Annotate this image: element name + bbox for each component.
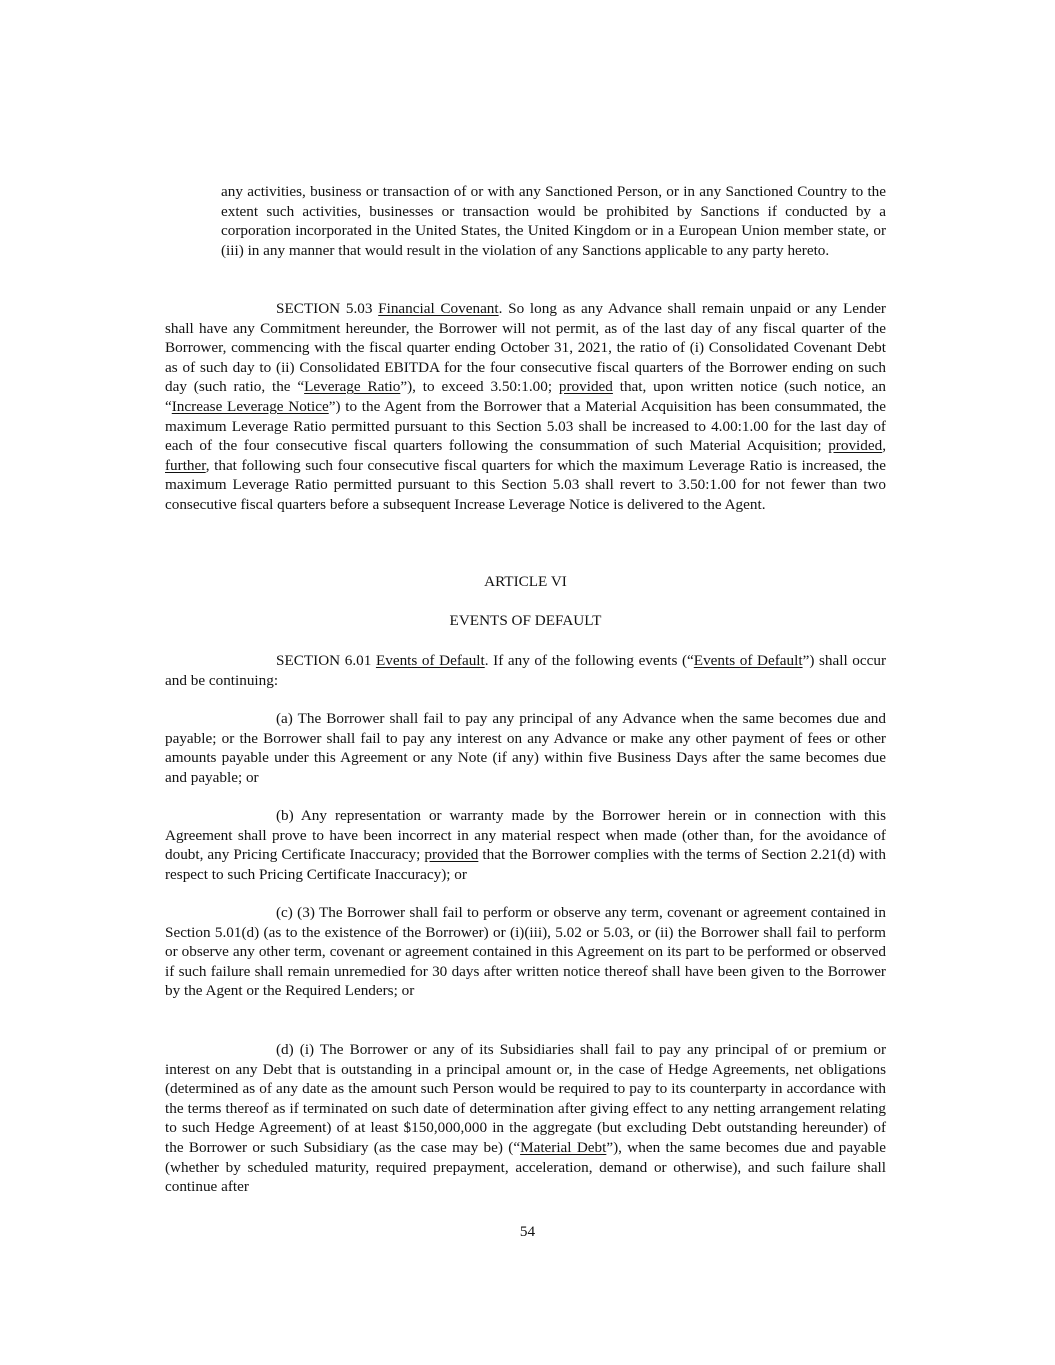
- defined-term-events-of-default: Events of Default: [693, 652, 803, 669]
- article-title: ARTICLE VI: [484, 573, 567, 590]
- clause-d-paragraph: (d) (i) The Borrower or any of its Subsidiaries shall fail to pay any principal of or premium or interest on any Debt that is outstanding in a principal amount or, in the case of Hedge Agreements, net obligations (determined as of any date as the amount such Person would be required to pay to its counterparty in accordance with the terms thereof as if terminated on such date of determination after giving effect to any netting arrangement relating to such Hedge Agreement) of at least $150,000,000 in the aggregate (but excluding Debt outstanding hereunder) of the Borrower or such Subsidiary (as the case may be) (“Material Debt”), when the same becomes due and payable (whether by scheduled maturity, required prepayment, acceleration, demand or otherwise), and such failure shall continue after: [165, 1041, 887, 1196]
- clause-b-paragraph: (b) Any representation or warranty made by the Borrower herein or in connection with this Agreement shall prove to have been incorrect in any material respect when made (other than, for the avoidance of doubt, any Pricing Certificate Inaccuracy; provided that the Borrower complies with the terms of Section 2.21(d) with respect to such Pricing Certificate Inaccuracy); or: [165, 807, 886, 883]
- article-subtitle: EVENTS OF DEFAULT: [449, 612, 602, 629]
- page-number: 54: [519, 1223, 536, 1240]
- section-number: SECTION 6.01: [276, 652, 372, 669]
- clause-c-paragraph: (c) (3) The Borrower shall fail to perform or observe any term, covenant or agreement contained in Section 5.01(d) (as to the existence of the Borrower) or (i)(iii), 5.02 or 5.03, or (ii) the Borrower shall fail to perform or observe any other term, covenant or agreement contained in this Agreement on its part to be performed or observed if such failure shall remain unremedied for 30 days after written notice thereof shall have been given to the Borrower by the Agent or the Required Lenders; or: [165, 904, 886, 1000]
- defined-term-increase-leverage-notice: Increase Leverage Notice: [171, 397, 329, 415]
- further-term: further: [165, 456, 206, 474]
- provided-term: provided: [558, 378, 613, 396]
- section-number: SECTION 5.03: [276, 300, 373, 317]
- provided-term: provided: [424, 846, 479, 864]
- continuation-text: any activities, business or transaction of or with any Sanctioned Person, or in any Sanctioned Country to the extent such activities, businesses or transaction would be prohibited by Sanctions if conducted by a corporation incorporated in the United States, the United Kingdom or in a European Union member state, or (iii) in any manner that would result in the violation of any Sanctions applicable to any party hereto.: [221, 183, 886, 259]
- provided-term: provided: [828, 437, 883, 455]
- defined-term-leverage-ratio: Leverage Ratio: [304, 378, 401, 396]
- section-6-01-paragraph: SECTION 6.01 Events of Default. If any of the following events (“Events of Default”) shall occur and be continuing:: [165, 652, 887, 689]
- section-5-03-paragraph: SECTION 5.03 Financial Covenant. So long as any Advance shall remain unpaid or any Lender shall have any Commitment hereunder, the Borrower will not permit, as of the last day of any fiscal quarter of the Borrower, commencing with the fiscal quarter ending October 31, 2021, the ratio of (i) Consolidated Covenant Debt as of such day to (ii) Consolidated EBITDA for the four consecutive fiscal quarters of the Borrower ending on such day (such ratio, the “Leverage Ratio”), to exceed 3.50:1.00; provided that, upon written notice (such notice, an “Increase Leverage Notice”) to the Agent from the Borrower that a Material Acquisition has been consummated, the maximum Leverage Ratio permitted pursuant to this Section 5.03 shall be increased to 4.00:1.00 for the last day of each of the four consecutive fiscal quarters following the consummation of such Material Acquisition; provided, further, that following such four consecutive fiscal quarters for which the maximum Leverage Ratio is increased, the maximum Leverage Ratio permitted pursuant to this Section 5.03 shall revert to 3.50:1.00 for not fewer than two consecutive fiscal quarters before a subsequent Increase Leverage Notice is delivered to the Agent.: [165, 300, 886, 513]
- section-heading: Events of Default: [375, 652, 485, 669]
- continuation-paragraph: [221, 182, 886, 260]
- section-heading: Financial Covenant: [378, 300, 499, 317]
- defined-term-material-debt: Material Debt: [520, 1138, 607, 1156]
- clause-a-paragraph: (a) The Borrower shall fail to pay any principal of any Advance when the same becomes due and payable; or the Borrower shall fail to pay any interest on any Advance or make any other payment of fees or other amounts payable under this Agreement or any Note (if any) within five Business Days after the same becomes due and payable; or: [165, 710, 886, 786]
